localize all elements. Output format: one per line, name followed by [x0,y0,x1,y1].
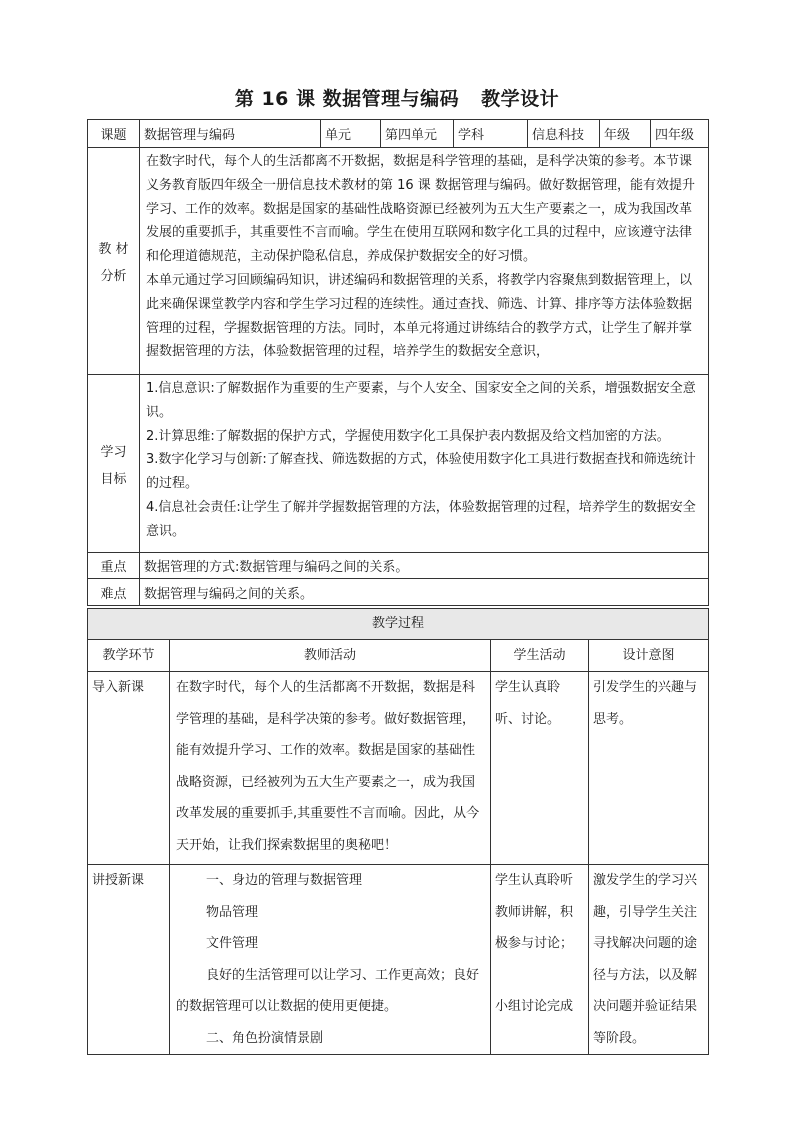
difficulty-label: 难点 [88,579,140,606]
new-student-text-2: 小组讨论完成 [495,998,574,1014]
grade-value: 四年级 [651,120,709,148]
topic-value: 数据管理与编码 [140,120,321,148]
intro-student: 学生认真聆听、讨论。 [491,672,589,865]
teacher-line: 良好的生活管理可以让学习、工作更高效；良好的数据管理可以让数据的使用更便捷。 [176,967,480,1014]
objectives-label-line2: 目标 [100,471,127,487]
header-intent: 设计意图 [589,640,709,672]
key-point-label: 重点 [88,553,140,579]
objectives-label [88,375,140,553]
intro-stage: 导入新课 [88,672,170,865]
teaching-process-table [87,608,709,1055]
intro-teacher: 在数字时代，每个人的生活都离不开数据，数据是科学管理的基础，是科学决策的参考。做好数据管理，能有效提升学习、工作的效率。数据是国家的基础性战略资源，已经被列为五大生产要素之一，成为我国改革发展的重要抓手,其重要性不言而喻。因此，从今天开始，让我们探索数据里的奥秘吧！ [170,672,491,865]
title-main: 第 16 课 数据管理与编码 [234,88,460,110]
objective-item: 4.信息社会责任:让学生了解并学握数据管理的方法，体验数据管理的过程，培养学生的数据安全意识。 [146,499,696,539]
info-row-basic [88,120,709,148]
objectives-content [140,375,709,553]
objective-item: 3.数字化学习与创新:了解查找、筛选数据的方式，体验使用数字化工具进行数据查找和筛选统计的过程。 [146,452,696,492]
analysis-paragraph: 本单元通过学习回顾编码知识，讲述编码和数据管理的关系，将教学内容聚焦到数据管理上，以此来确保课堂教学内容和学生学习过程的连续性。通过查找、筛选、计算、排序等方法体验数据管理的过程，学握数据管理的方法。同时，本单元将通过讲练结合的教学方式，让学生了解并掌握数据管理的方法，体验数据管理的过程，培养学生的数据安全意识， [146,272,693,360]
key-point-row [88,553,709,579]
difficulty-value: 数据管理与编码之间的关系。 [140,579,709,606]
unit-value: 第四单元 [381,120,454,148]
topic-label: 课题 [88,120,140,148]
document-title [0,84,794,111]
process-header-row [88,640,709,672]
analysis-row [88,148,709,375]
new-stage: 讲授新课 [88,865,170,1055]
new-student-text-1: 学生认真聆听教师讲解，积极参与讨论； [495,873,574,951]
header-stage: 教学环节 [88,640,170,672]
objectives-label-line1: 学习 [100,444,127,460]
teacher-line: 二、角色扮演情景剧 [206,1030,324,1046]
teacher-line: 物品管理 [206,904,259,920]
difficulty-row [88,579,709,606]
analysis-paragraph: 在数字时代，每个人的生活都离不开数据，数据是科学管理的基础，是科学决策的参考。本节课义务教育版四年级全一册信息技术教材的第 16 课 数据管理与编码。做好数据管理，能有效提升学习、工作的效率。数据是国家的基础性战略资源已经被列为五大生产要素之一，成为我国改革发展的重要抓手，其重要性不言而喻。学生在使用互联网和数字化工具的过程中，应该遵守法律和伦理道德规范，主动保护隐私信息，养成保护数据安全的好习惯。 [146,154,695,265]
key-point-value: 数据管理的方式:数据管理与编码之间的关系。 [140,553,709,579]
objective-item: 2.计算思维:了解数据的保护方式，学握使用数字化工具保护表内数据及给文档加密的方法。 [146,428,670,444]
subject-value: 信息科技 [528,120,600,148]
process-row-new [88,865,709,1055]
process-title-row [88,609,709,640]
title-sub: 教学设计 [481,88,560,110]
new-student [491,865,589,1055]
process-title: 教学过程 [88,609,709,640]
analysis-label-line2: 分析 [100,269,127,284]
objective-item: 1.信息意识:了解数据作为重要的生产要素，与个人安全、国家安全之间的关系，增强数据安全意识。 [146,381,696,420]
teacher-line: 文件管理 [206,936,259,951]
analysis-label [88,148,140,375]
objectives-row [88,375,709,553]
intro-intent: 引发学生的兴趣与思考。 [589,672,709,865]
analysis-content [140,148,709,375]
new-teacher [170,865,491,1055]
header-student: 学生活动 [491,640,589,672]
grade-label: 年级 [600,120,651,148]
analysis-label-line1: 教 材 [98,242,129,257]
new-intent: 激发学生的学习兴趣，引导学生关注寻找解决问题的途径与方法，以及解决问题并验证结果等阶段。 [589,865,709,1055]
header-teacher: 教师活动 [170,640,491,672]
teacher-line: 一、身边的管理与数据管理 [206,873,363,888]
lesson-info-table [87,119,709,606]
process-row-intro [88,672,709,865]
unit-label: 单元 [321,120,381,148]
subject-label: 学科 [454,120,528,148]
